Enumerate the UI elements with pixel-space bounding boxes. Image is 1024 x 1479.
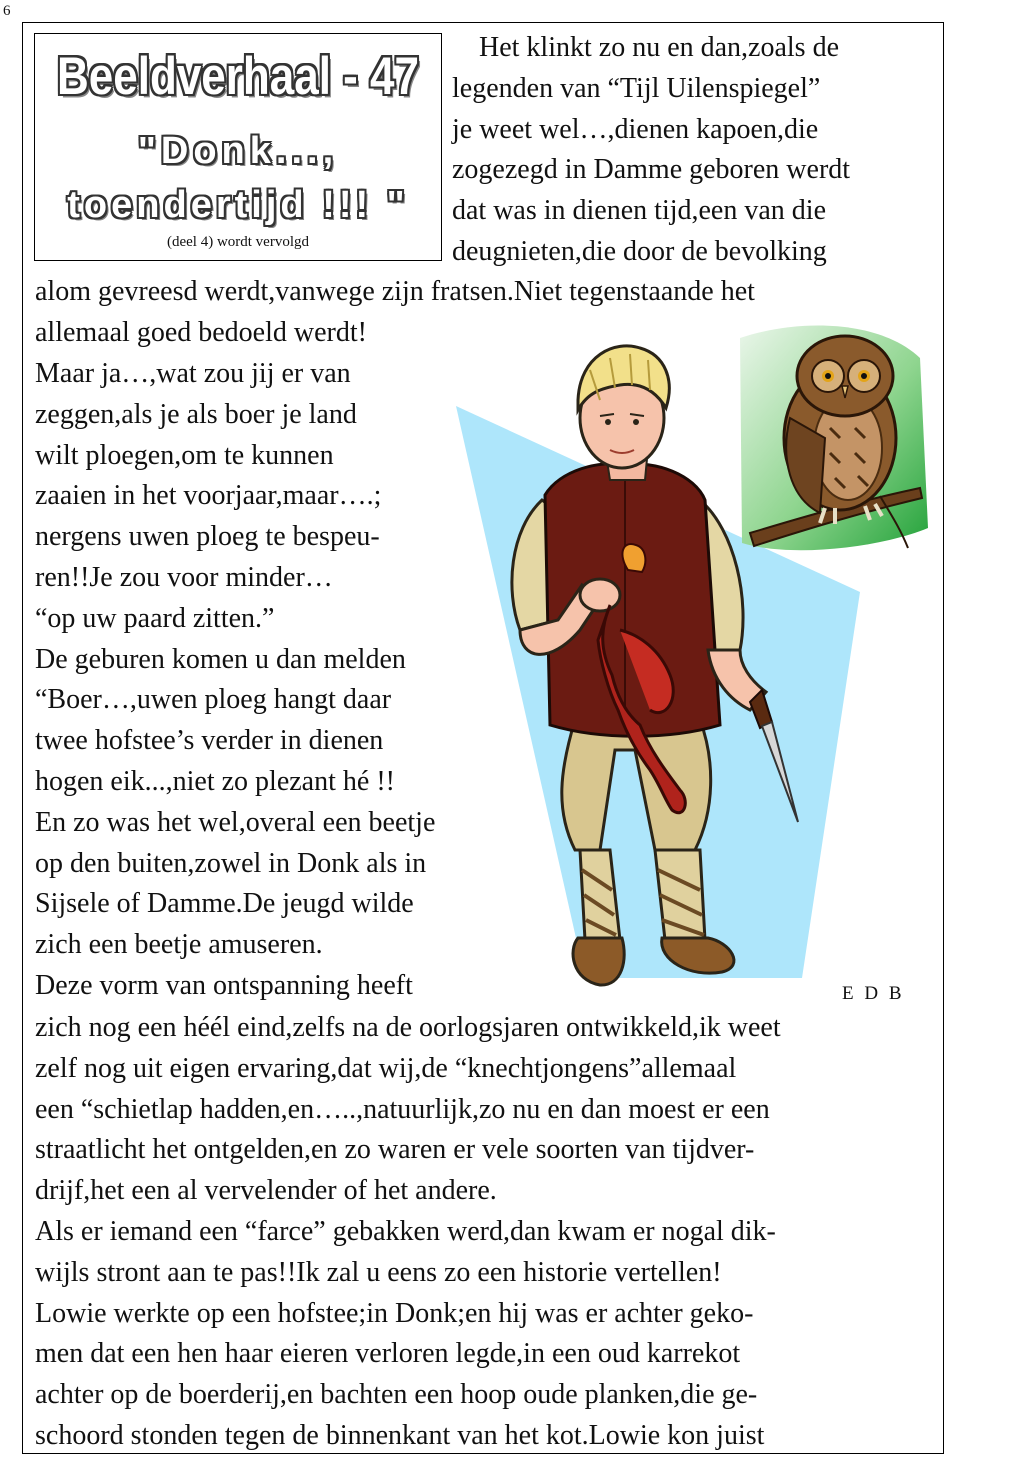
text-line: Als er iemand een “farce” gebakken werd,dan kwam er nogal dik- [35,1215,776,1247]
text-line: straatlicht het ontgelden,en zo waren er vele soorten van tijdver- [35,1134,755,1166]
text-line: schoord stonden tegen de binnenkant van het kot.Lowie kon juist [35,1419,765,1451]
text-line: zich nog een héél eind,zelfs na de oorlogsjaren ontwikkeld,ik weet [35,1012,781,1043]
title-line-2: "Donk..., [137,130,339,172]
title-line-3: toendertijd !!! " [67,184,409,226]
text-line: nergens uwen ploeg te bespeu- [35,521,380,553]
text-line: wilt ploegen,om te kunnen [35,439,334,471]
text-line: twee hofstee’s verder in dienen [35,725,384,757]
text-line: Maar ja…,wat zou jij er van [35,358,351,389]
page-number: 6 [3,3,11,19]
text-line: ren!!Je zou voor minder… [35,561,333,593]
paragraph-left [35,354,435,1007]
text-line: En zo was het wel,overal een beetje [35,806,436,838]
text-line: Lowie werkte op een hofstee;in Donk;en hij was er achter geko- [35,1297,754,1329]
text-line: men dat een hen haar eieren verloren legde,in een oud karrekot [35,1338,741,1370]
text-line: Sijsele of Damme.De jeugd wilde [35,888,414,920]
paragraph-top [452,28,850,273]
text-line: wijls stront aan te pas!!Ik zal u eens zo een historie vertellen! [35,1256,722,1288]
text-line: allemaal goed bedoeld werdt! [35,316,367,348]
text-line: hogen eik...,niet zo plezant hé !! [35,765,395,797]
text-line: zeggen,als je als boer je land [35,398,357,430]
text-line: alom gevreesd werdt,vanwege zijn fratsen.Niet tegenstaande het [35,276,755,307]
text-line: je weet wel…,dienen kapoen,die [452,113,819,145]
title-box [34,33,442,261]
text-line: een “schietlap hadden,en…..,natuurlijk,zo nu en dan moest er een [35,1093,770,1125]
text-line: “Boer…,uwen ploeg hangt daar [35,684,392,716]
text-line: drijf,het een al vervelender of het andere. [35,1175,497,1207]
text-line: “op uw paard zitten.” [35,602,275,634]
text-line: op den buiten,zowel in Donk als in [35,847,427,879]
text-line: zaaien in het voorjaar,maar….; [35,480,382,512]
text-line: zogezegd in Damme geboren werdt [452,154,851,186]
owl-illustration [730,318,930,568]
paragraph-full-2 [35,1008,781,1457]
text-line: De geburen komen u dan melden [35,643,406,675]
text-line: dat was in dienen tijd,een van die [452,195,826,227]
text-line: Het klinkt zo nu en dan,zoals de [479,32,840,63]
text-line: zelf nog uit eigen ervaring,dat wij,de “knechtjongens”allemaal [35,1052,737,1084]
text-line: deugnieten,die door de bevolking [452,235,827,267]
signature: E D B [842,983,905,1004]
text-line: achter op de boerderij,en bachten een hoop oude planken,die ge- [35,1379,758,1411]
text-line: Deze vorm van ontspanning heeft [35,969,413,1001]
text-line: legenden van “Tijl Uilenspiegel” [452,72,821,104]
title-subtitle: (deel 4) wordt vervolgd [166,234,310,250]
title-line-1: Beeldverhaal - 47 [57,47,419,106]
text-line: zich een beetje amuseren. [35,929,323,961]
